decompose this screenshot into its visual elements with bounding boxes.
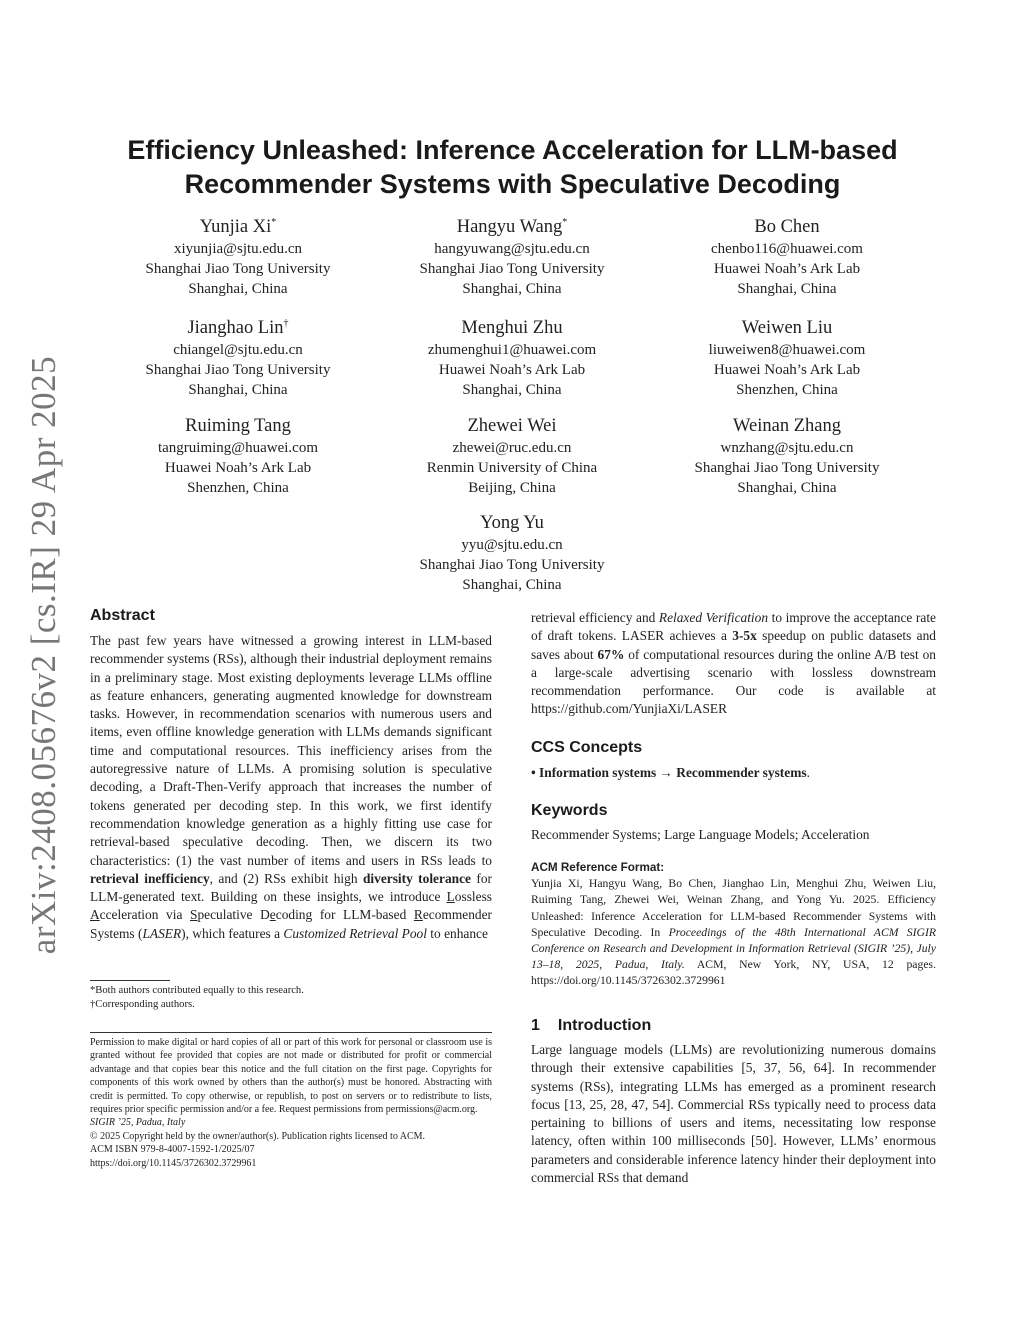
author-location: Shanghai, China: [188, 281, 288, 297]
author-block: [88, 415, 388, 498]
abstract-heading: Abstract: [90, 607, 155, 624]
author-name: Bo Chen: [754, 217, 820, 237]
abstract-paragraph-continued: retrieval efficiency and Relaxed Verification to improve the acceptance rate of draft tokens. LASER achieves a 3-5x speedup on public datasets and saves about 67% of computational resources during the online A/B test on a large-scale advertising scenario with lossless downstream recommendation performance. Our code is available at https://github.com/YunjiaXi/LASER: [531, 610, 937, 717]
permission-block: [90, 1036, 492, 1170]
author-email: yyu@sjtu.edu.cn: [461, 537, 563, 553]
author-name: Yunjia Xi*: [199, 216, 277, 237]
author-location: Shanghai, China: [462, 382, 562, 398]
author-location: Shanghai, China: [737, 281, 837, 297]
author-location: Beijing, China: [468, 480, 556, 496]
acm-reference-heading: ACM Reference Format:: [531, 861, 665, 874]
author-block: [637, 216, 937, 299]
author-block: [88, 216, 388, 299]
keywords-heading: Keywords: [531, 802, 608, 819]
venue: SIGIR ’25, Padua, Italy: [90, 1117, 186, 1129]
author-affiliation: Huawei Noah’s Ark Lab: [713, 362, 861, 378]
author-name: Jianghao Lin†: [187, 317, 289, 338]
ccs-concepts: • Information systems → Recommender systems.: [531, 765, 810, 780]
author-affiliation: Huawei Noah’s Ark Lab: [438, 362, 586, 378]
author-email: xiyunjia@sjtu.edu.cn: [174, 241, 302, 257]
author-block: [362, 415, 662, 498]
author-name: Hangyu Wang*: [456, 216, 568, 237]
abstract-continuation: [531, 609, 936, 719]
footnote-corresponding: †Corresponding authors.: [90, 999, 195, 1010]
author-name: Ruiming Tang: [185, 416, 291, 436]
author-affiliation: Shanghai Jiao Tong University: [419, 557, 605, 573]
footnote-rule: [90, 980, 170, 981]
author-name: Weiwen Liu: [741, 318, 833, 338]
author-affiliation: Shanghai Jiao Tong University: [419, 261, 605, 277]
author-affiliation: Shanghai Jiao Tong University: [694, 460, 880, 476]
ccs-heading: CCS Concepts: [531, 739, 643, 756]
copyright: © 2025 Copyright held by the owner/author(s). Publication rights licensed to ACM.: [90, 1130, 426, 1142]
author-block: [362, 216, 662, 299]
author-email: liuweiwen8@huawei.com: [708, 342, 866, 358]
title-line-1: Efficiency Unleashed: Inference Acceleration for LLM-based: [127, 135, 898, 165]
author-name: Menghui Zhu: [461, 318, 563, 338]
author-email: wnzhang@sjtu.edu.cn: [720, 440, 854, 456]
author-email: zhewei@ruc.edu.cn: [452, 440, 572, 456]
ccs-item: • Information systems → Recommender systems: [531, 765, 807, 780]
author-location: Shanghai, China: [188, 382, 288, 398]
author-email: tangruiming@huawei.com: [157, 440, 319, 456]
author-name: Yong Yu: [480, 513, 544, 533]
acm-reference: ACM Reference Format: Yunjia Xi, Hangyu Wang, Bo Chen, Jianghao Lin, Menghui Zhu, Weiwen Liu, Ruiming Tang, Zhewei Wei, Weinan Zhang, and Yong Yu. 2025. Efficiency Unleashed: Inference Acceleration for LLM-based Recommender Systems with Speculative Decoding. In Proceedings of the 48th International ACM SIGIR Conference on Research and Development in Information Retrieval (SIGIR ’25), July 13–18, 2025, Padua, Italy. ACM, New York, NY, USA, 12 pages. https://doi.org/10.1145/3726302.3729961: [531, 861, 937, 988]
permission-rule: [90, 1032, 492, 1033]
keywords-text: Recommender Systems; Large Language Models; Acceleration: [531, 827, 870, 842]
title-line-2: Recommender Systems with Speculative Decoding: [184, 169, 841, 199]
author-location: Shanghai, China: [737, 480, 837, 496]
footnote-equal-contribution: *Both authors contributed equally to this research.: [90, 985, 304, 996]
author-location: Shanghai, China: [462, 281, 562, 297]
author-block: [362, 512, 662, 595]
author-block: [637, 415, 937, 498]
author-affiliation: Renmin University of China: [426, 460, 598, 476]
author-location: Shanghai, China: [462, 577, 562, 593]
author-affiliation: Huawei Noah’s Ark Lab: [164, 460, 312, 476]
footnotes: [90, 984, 492, 1012]
author-email: chiangel@sjtu.edu.cn: [173, 342, 303, 358]
author-affiliation: Shanghai Jiao Tong University: [145, 362, 331, 378]
author-email: chenbo116@huawei.com: [711, 241, 863, 257]
permission-text: Permission to make digital or hard copies of all or part of this work for personal or classroom use is granted without fee provided that copies are not made or distributed for profit or commercial advantage and that copies bear this notice and the full citation on the first page. Copyrights for components of this work owned by others than the author(s) must be honored. Abstracting with credit is permitted. To copy otherwise, or republish, to post on servers or to redistribute to lists, requires prior specific permission and/or a fee. Request permissions from permissions@acm.org.: [90, 1037, 492, 1116]
author-name: Weinan Zhang: [733, 416, 841, 436]
introduction-heading: 1 Introduction: [531, 1017, 652, 1034]
author-block: [88, 317, 388, 400]
author-location: Shenzhen, China: [736, 382, 838, 398]
author-name: Zhewei Wei: [467, 416, 557, 436]
introduction-body: Large language models (LLMs) are revolutionizing numerous domains through their extensive capabilities [5, 37, 56, 64]. In recommender systems (RSs), integrating LLMs has emerged as a prominent research focus [13, 25, 28, 47, 54]. Commercial RSs typically need to process data pertaining to billions of users and items, necessitating low response latency, often within 100 milliseconds [50]. However, LLMs’ enormous parameters and considerable inference latency hinder their deployment into commercial RSs that demand: [531, 1042, 936, 1186]
arxiv-identifier: arXiv:2408.05676v2 [cs.IR] 29 Apr 2025: [24, 355, 63, 955]
author-affiliation: Huawei Noah’s Ark Lab: [713, 261, 861, 277]
isbn: ACM ISBN 979-8-4007-1592-1/2025/07: [90, 1144, 255, 1156]
author-email: zhumenghui1@huawei.com: [427, 342, 597, 358]
doi-link[interactable]: https://doi.org/10.1145/3726302.3729961: [90, 1157, 257, 1169]
author-location: Shenzhen, China: [187, 480, 289, 496]
paper-title: [90, 133, 935, 201]
author-affiliation: Shanghai Jiao Tong University: [145, 261, 331, 277]
author-block: [637, 317, 937, 400]
author-block: [362, 317, 662, 400]
abstract-paragraph: The past few years have witnessed a growing interest in LLM-based recommender systems (RSs), although their industrial deployment remains in a preliminary stage. Most existing deployments leverage LLMs offline as feature enhancers, generating augmented knowledge for downstream tasks. However, in recommendation scenarios with numerous users and items, even offline knowledge generation with LLMs demands significant time and computational resources. This inefficiency arises from the autoregressive nature of LLMs. A promising solution is speculative decoding, a Draft-Then-Verify approach that increases the number of tokens generated per decoding step. In this work, we first identify recommendation knowledge generation as a highly fitting use case for retrieval-based speculative decoding. Then, we discern its two characteristics: (1) the vast number of items and users in RSs leads to retrieval inefficiency, and (2) RSs exhibit high diversity tolerance for LLM-generated text. Building on these insights, we introduce Lossless Acceleration via Speculative Decoding for LLM-based Recommender Systems (LASER), which features a Customized Retrieval Pool to enhance: [90, 633, 492, 941]
abstract-body: [90, 632, 492, 943]
author-email: hangyuwang@sjtu.edu.cn: [434, 241, 590, 257]
